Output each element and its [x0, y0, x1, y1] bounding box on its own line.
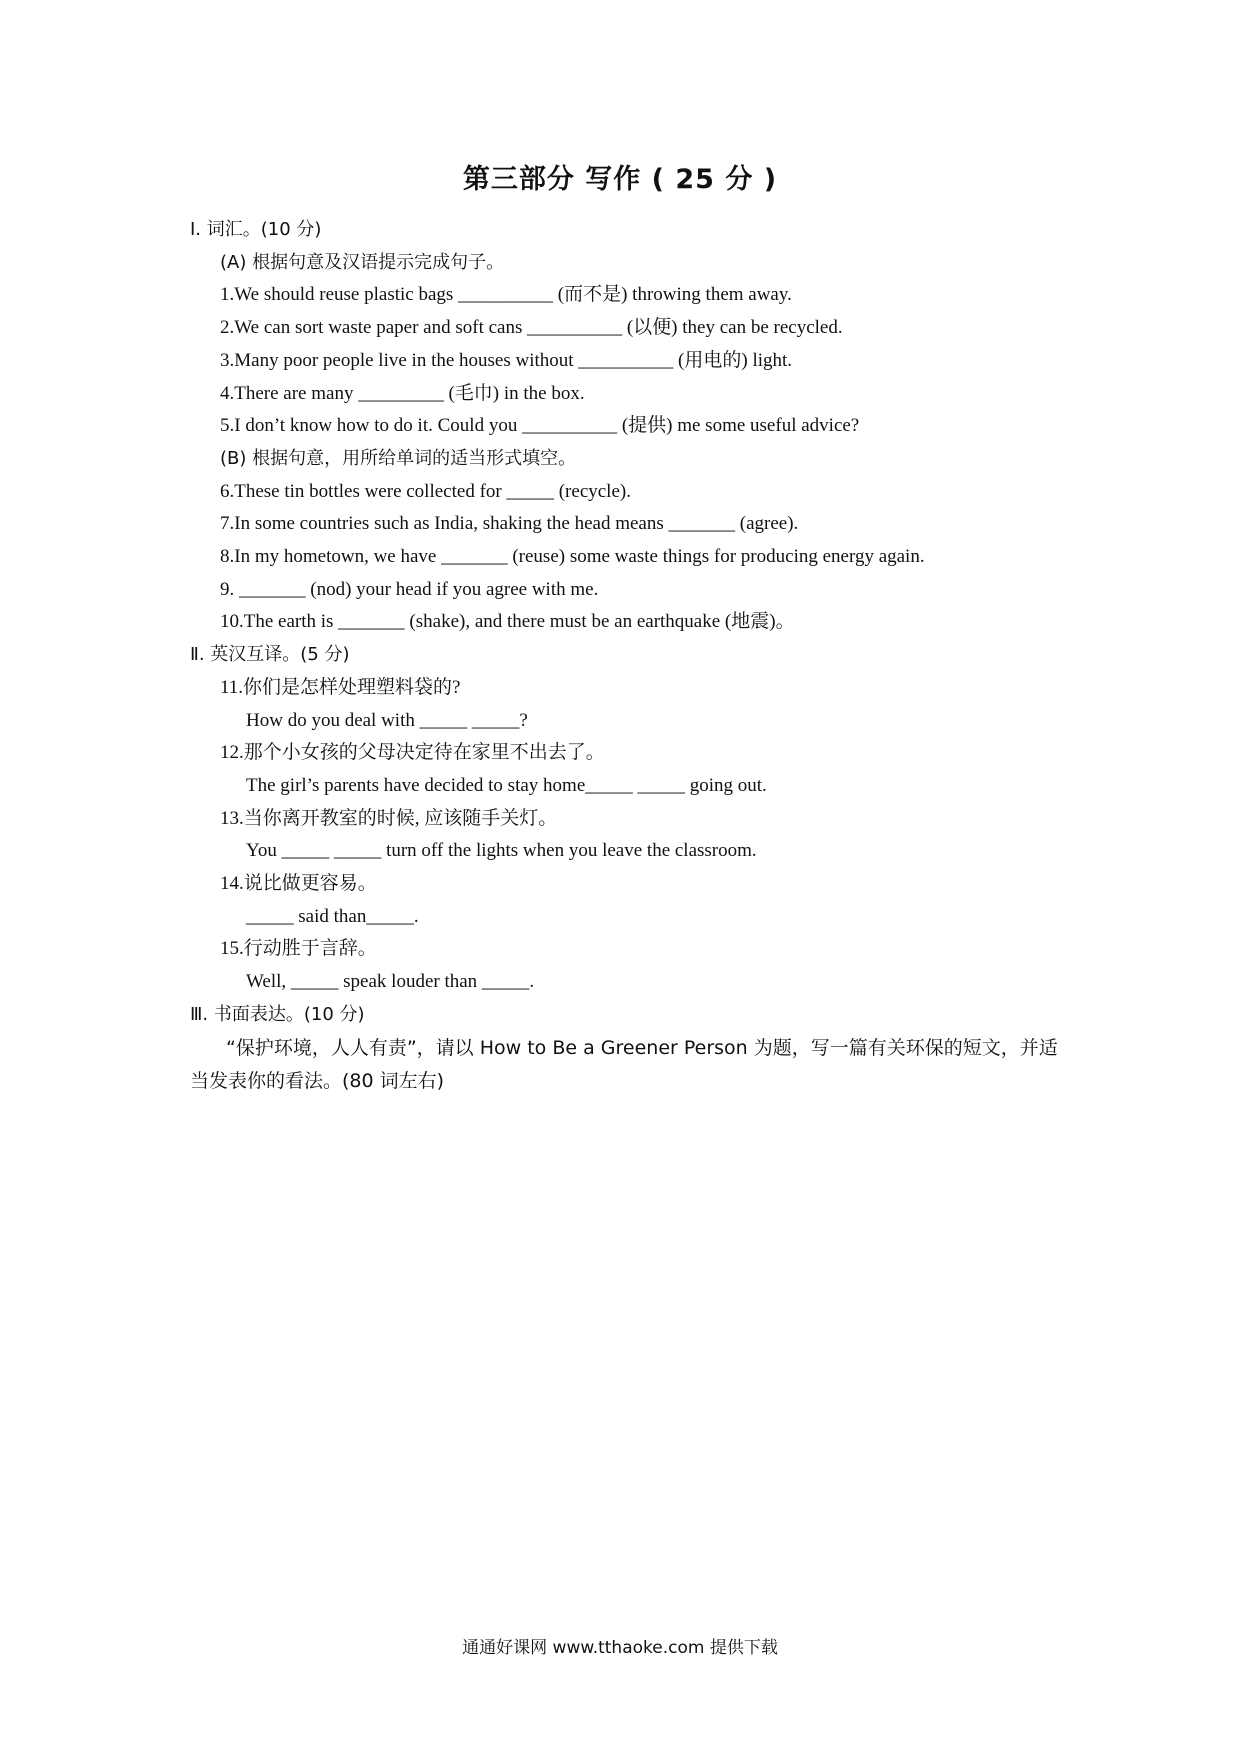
question-2: 2.We can sort waste paper and soft cans __________ (以便) they can be recycled.: [220, 317, 843, 339]
part-a-heading: (A) 根据句意及汉语提示完成句子。: [220, 251, 505, 273]
section-1-heading: Ⅰ. 词汇。(10 分): [190, 219, 322, 240]
question-9: 9. _______ (nod) your head if you agree with me.: [220, 578, 599, 600]
question-7: 7.In some countries such as India, shaking the head means _______ (agree).: [220, 513, 799, 535]
question-8: 8.In my hometown, we have _______ (reuse) some waste things for producing energy again.: [220, 546, 925, 568]
part-b-heading: (B) 根据句意，用所给单词的适当形式填空。: [220, 447, 577, 469]
question-14-english: _____ said than_____.: [246, 905, 419, 927]
question-12-chinese: 12.那个小女孩的父母决定待在家里不出去了。: [220, 742, 605, 764]
question-13-english: You _____ _____ turn off the lights when you leave the classroom.: [246, 840, 757, 862]
question-1: 1.We should reuse plastic bags __________ (而不是) throwing them away.: [220, 284, 792, 306]
question-12-english: The girl’s parents have decided to stay home_____ _____ going out.: [246, 774, 767, 796]
question-3: 3.Many poor people live in the houses without __________ (用电的) light.: [220, 349, 793, 371]
section-3-heading: Ⅲ. 书面表达。(10 分): [190, 1003, 365, 1025]
question-15-english: Well, _____ speak louder than _____.: [246, 971, 535, 993]
question-15-chinese: 15.行动胜于言辞。: [220, 938, 377, 960]
page-footer: 通通好课网 www.tthaoke.com 提供下载: [462, 1638, 778, 1658]
writing-prompt: “保护环境，人人有责”，请以 How to Be a Greener Person 为题，写一篇有关环保的短文，并适当发表你的看法。(80 词左右): [190, 1036, 1058, 1092]
section-2-heading: Ⅱ. 英汉互译。(5 分): [190, 644, 350, 666]
question-4: 4.There are many _________ (毛巾) in the box.: [220, 382, 585, 404]
question-11-chinese: 11.你们是怎样处理塑料袋的?: [220, 676, 461, 698]
question-5: 5.I don’t know how to do it. Could you __________ (提供) me some useful advice?: [220, 415, 860, 437]
question-13-chinese: 13.当你离开教室的时候, 应该随手关灯。: [220, 807, 558, 829]
worksheet-body: [190, 214, 1060, 1098]
page-title: 第三部分 写作 ( 25 分 ): [462, 164, 778, 195]
question-14-chinese: 14.说比做更容易。: [220, 873, 377, 895]
question-10: 10.The earth is _______ (shake), and there must be an earthquake (地震)。: [220, 611, 795, 633]
question-6: 6.These tin bottles were collected for _____ (recycle).: [220, 480, 631, 502]
question-11-english: How do you deal with _____ _____?: [246, 709, 528, 731]
